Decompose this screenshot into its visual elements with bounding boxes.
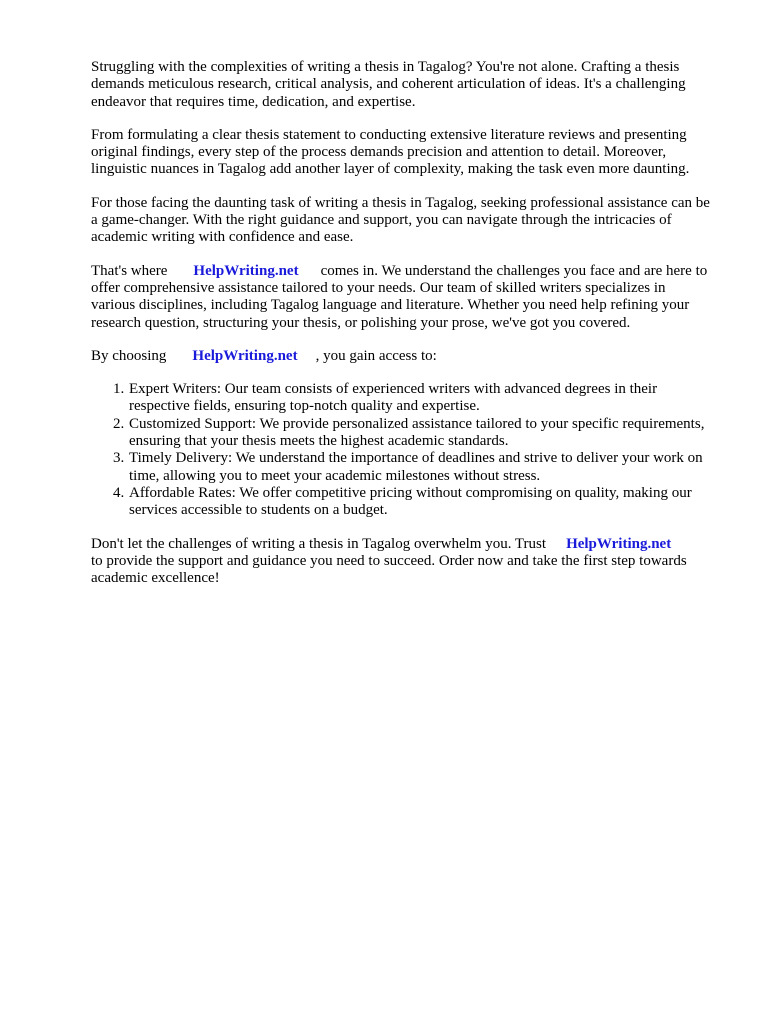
thats-where-text: That's where <box>91 262 168 279</box>
feature-item-timely-delivery: 3. Timely Delivery: We understand the importance of deadlines and strive to deliver your work on time, allowing you to meet your academic milestones without stress. <box>128 450 711 485</box>
feature-item-customized-support: 2. Customized Support: We provide personalized assistance tailored to your specific requirements, ensuring that your thesis meets the highest academic standards. <box>128 416 711 451</box>
paragraph-thats-where <box>91 263 711 332</box>
paragraph-intro: Struggling with the complexities of writing a thesis in Tagalog? You're not alone. Crafting a thesis demands meticulous research, critical analysis, and coherent articulation of ideas. It's a challenging endeavor that requires time, dedication, and expertise. <box>91 59 686 110</box>
helpwriting-link-1[interactable]: HelpWriting.net <box>193 262 299 279</box>
helpwriting-link-2[interactable]: HelpWriting.net <box>192 347 298 364</box>
features-list <box>91 381 711 519</box>
closing-rest: to provide the support and guidance you need to succeed. Order now and take the first step towards academic excellence! <box>91 552 687 587</box>
paragraph-process: From formulating a clear thesis statement to conducting extensive literature reviews and presenting original findings, every step of the process demands precision and attention to detail. Moreover, linguistic nuances in Tagalog add another layer of complexity, making the task even more daunting. <box>91 126 690 178</box>
document-page <box>91 59 711 603</box>
feature-item-affordable-rates: 4. Affordable Rates: We offer competitive pricing without compromising on quality, making our services accessible to students on a budget. <box>128 485 711 520</box>
choosing-rest: , you gain access to: <box>315 347 437 364</box>
choosing-text: By choosing <box>91 347 167 364</box>
helpwriting-link-3[interactable]: HelpWriting.net <box>566 535 672 552</box>
thats-where-rest: comes in. We understand the challenges you face and are here to offer comprehensive assistance tailored to your needs. Our team of skilled writers specializes in various disciplines, including Tagalog language and literature. Whether you need help refining your research question, structuring your thesis, or polishing your prose, we've got you covered. <box>91 262 708 331</box>
closing-text: Don't let the challenges of writing a thesis in Tagalog overwhelm you. Trust <box>91 535 547 552</box>
paragraph-closing <box>91 536 711 588</box>
paragraph-choosing <box>91 348 711 365</box>
paragraph-assistance: For those facing the daunting task of writing a thesis in Tagalog, seeking professional assistance can be a game-changer. With the right guidance and support, you can navigate through the intricacies of academic writing with confidence and ease. <box>91 194 710 246</box>
feature-item-expert-writers: 1. Expert Writers: Our team consists of experienced writers with advanced degrees in their respective fields, ensuring top-notch quality and expertise. <box>128 381 711 416</box>
